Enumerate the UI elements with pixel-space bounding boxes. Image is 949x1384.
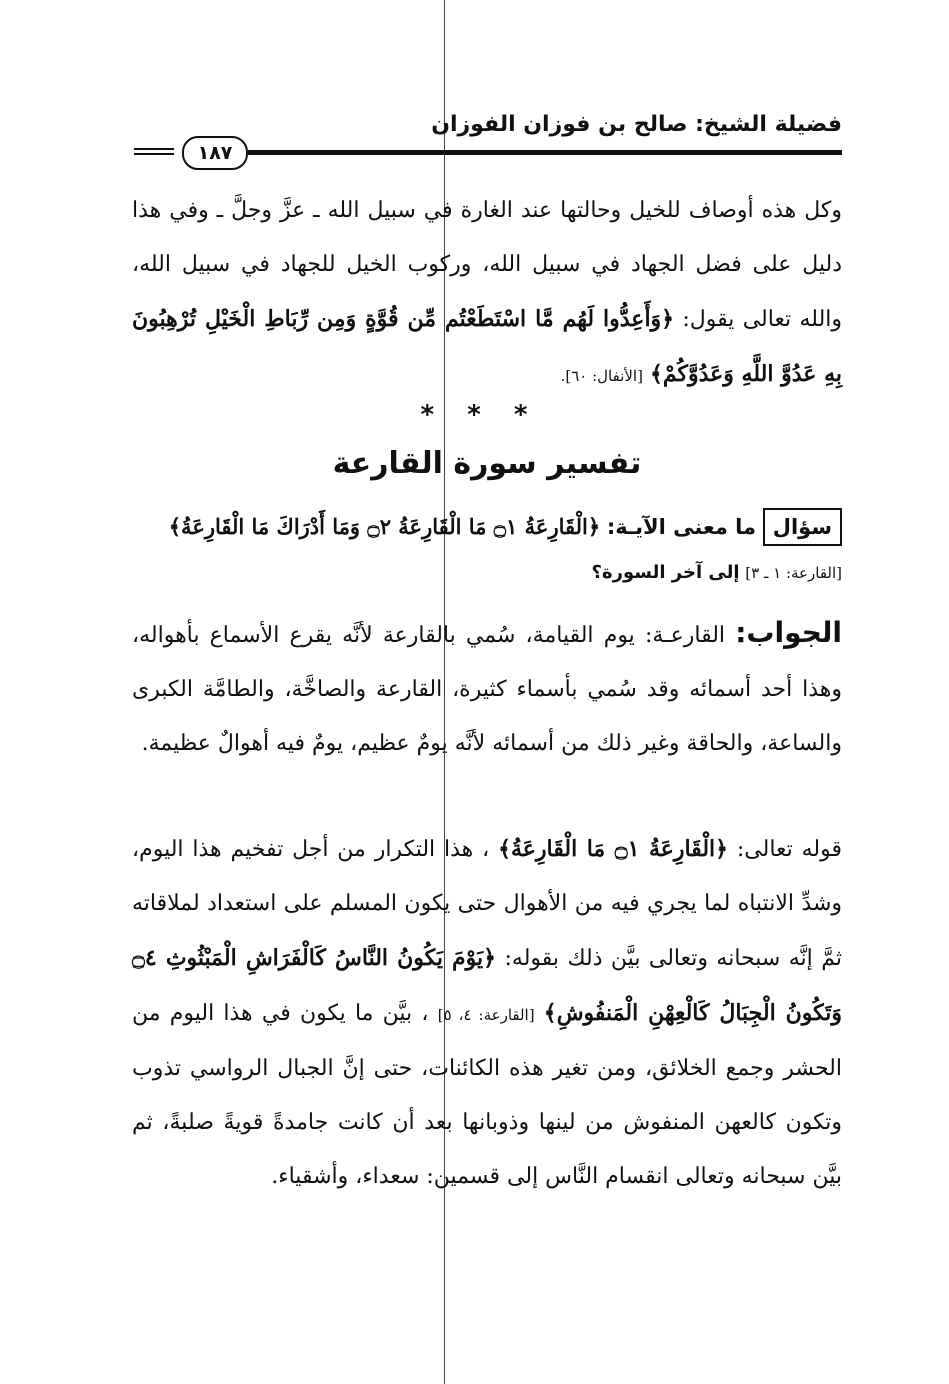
answer-p2-verse-1: ﴿الْقَارِعَةُ ۝١ مَا الْقَارِعَةُ﴾ bbox=[498, 836, 729, 862]
answer-label: الجواب: bbox=[735, 616, 842, 649]
section-title: تفسير سورة القارعة bbox=[332, 446, 642, 481]
question-ref-line bbox=[592, 562, 842, 583]
header-rule bbox=[248, 150, 842, 155]
intro-verse: ﴿وَأَعِدُّوا لَهُم مَّا اسْتَطَعْتُم مِّن قُوَّةٍ وَمِن رِّبَاطِ الْخَيْلِ تُرْهِبُونَ بِهِ عَدُوَّ اللَّهِ وَعَدُوَّكُمْ﴾ bbox=[132, 306, 842, 387]
section-separator: * * * bbox=[420, 400, 540, 430]
question-label: سؤال bbox=[763, 508, 842, 546]
header-rule-left bbox=[134, 148, 174, 155]
answer-p2-intro: قوله تعالى: bbox=[736, 837, 843, 862]
answer-p2-end: ، بيَّن ما يكون في هذا اليوم من الحشر وجمع الخلائق، ومن تغير هذه الكائنات، حتى إنَّ الجبال الرواسي تذوب وتكون كالعهن المنفوش من لينها وذوبانها بعد أن كانت جامدةً قويةً صلبةً، ثم بيَّن سبحانه وتعالى انقسام النَّاس إلى قسمين: سعداء، وأشقياء. bbox=[132, 1001, 842, 1189]
answer-p2-verse-2: ﴿يَوْمَ يَكُونُ النَّاسُ كَالْفَرَاشِ الْمَبْثُوثِ ۝٤ وَتَكُونُ الْجِبَالُ كَالْعِهْنِ الْمَنفُوشِ﴾ bbox=[132, 945, 842, 1026]
question-suffix: إلى آخر السورة؟ bbox=[591, 562, 740, 583]
answer-p2-verse-ref: [القارعة: ٤، ٥] bbox=[437, 1006, 535, 1024]
page-number: ١٨٧ bbox=[182, 136, 248, 170]
question-verse-ref: [القارعة: ١ ـ ٣] bbox=[745, 564, 842, 582]
question-verse: ﴿الْقَارِعَةُ ۝١ مَا الْقَارِعَةُ ۝٢ وَمَا أَدْرَاكَ مَا الْقَارِعَةُ﴾ bbox=[168, 514, 601, 539]
answer-paragraph-1 bbox=[132, 606, 842, 771]
header-title: فضيلة الشيخ: صالح بن فوزان الفوزان bbox=[431, 112, 842, 137]
answer-p2-middle: ، هذا التكرار من أجل تفخيم هذا اليوم، وشدِّ الانتباه لما يجري فيه من الأهوال حتى يكون المسلم على استعداد لملاقاته ثمَّ إنَّه سبحانه وتعالى بيَّن ذلك بقوله: bbox=[132, 837, 842, 971]
answer-text-1: القارعـة: يوم القيامة، سُمي بالقارعة لأنَّه يقرع الأسماع بأهواله، وهذا أحد أسمائه وقد سُمي بأسماء كثيرة، القارعة والصاخَّة، والطامَّة الكبرى والساعة، والحاقة وغير ذلك من أسمائه لأنَّه يومٌ عظيم، يومٌ فيه أهوالٌ عظيمة. bbox=[132, 623, 842, 756]
question-line bbox=[132, 508, 842, 546]
intro-text: وكل هذه أوصاف للخيل وحالتها عند الغارة في سبيل الله ـ عزَّ وجلَّ ـ وفي هذا دليل على فضل الجهاد في سبيل الله، وركوب الخيل للجهاد في سبيل الله، والله تعالى يقول: bbox=[132, 198, 843, 332]
question-text: ما معنى الآيـة: bbox=[606, 515, 757, 539]
page-header bbox=[132, 112, 842, 172]
intro-verse-ref: [الأنفال: ٦٠]. bbox=[560, 367, 643, 385]
answer-paragraph-2 bbox=[132, 822, 842, 1204]
intro-paragraph bbox=[132, 184, 842, 403]
